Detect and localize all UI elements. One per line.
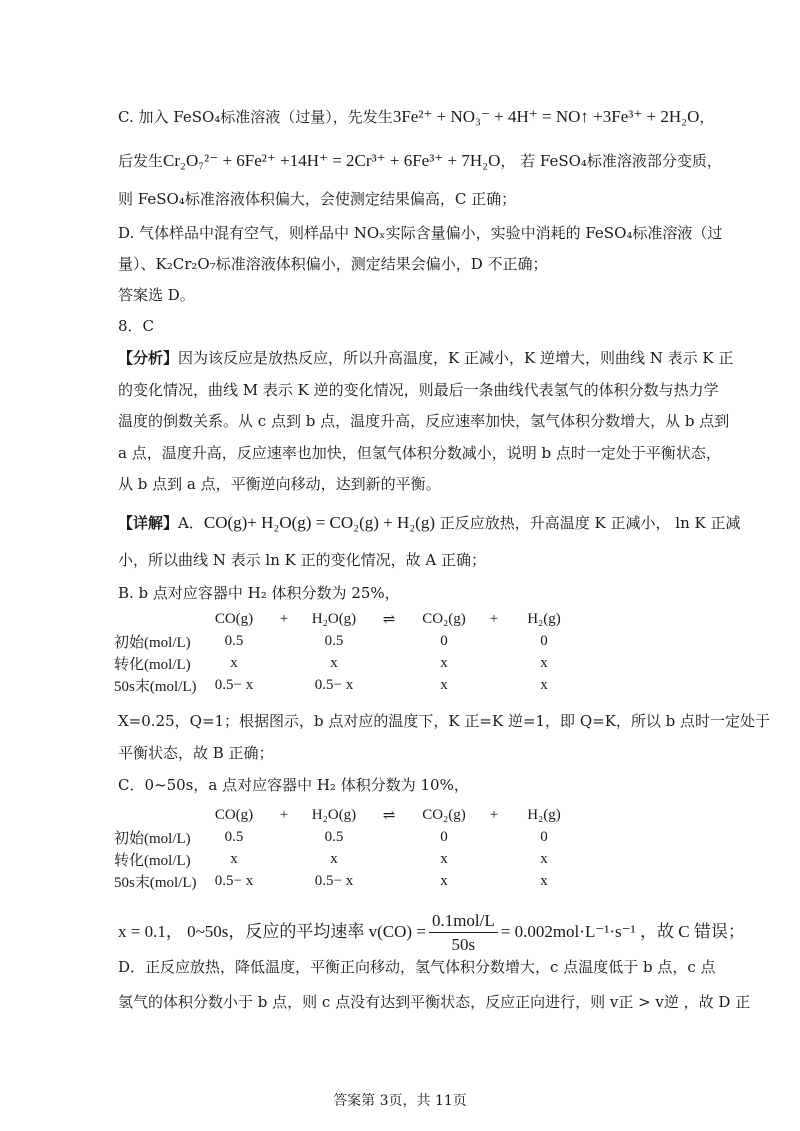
ice-row-label: 转化(mol/L) (114, 852, 191, 869)
ice-cell: x (230, 850, 238, 867)
text: A． (178, 514, 204, 532)
text: 正反应放热，升高温度 K 正减小， ln K 正减 (435, 514, 741, 532)
ice-cell: x (330, 654, 338, 671)
ice-cell: 0.5 (324, 632, 344, 649)
ice-cell: 0.5− x (314, 872, 354, 889)
q8-detail-D2: 氢气的体积分数小于 b 点，则 c 点没有达到平衡状态，反应正向进行，则 v正 > v逆 ，故 D 正 (118, 993, 751, 1011)
equation: Cr₂O₇²⁻ + 6Fe²⁺ +14H⁺ = 2Cr³⁺ + 6Fe³⁺ + 7H₂O (163, 151, 501, 170)
ice-cell: 0.5 (224, 632, 244, 649)
q8-detail-B-after2: 平衡状态，故 B 正确； (118, 744, 274, 762)
ice-row-label: 初始(mol/L) (114, 830, 191, 847)
q8-detail-A2: 小，所以曲线 N 表示 ln K 正的变化情况，故 A 正确； (118, 551, 487, 569)
ice-row-label: 50s末(mol/L) (114, 678, 197, 695)
ice-cell: 0.5 (224, 828, 244, 845)
ice-cell: 0 (540, 632, 548, 649)
ice-cell: 0.5− x (214, 676, 254, 693)
ice-row-end (114, 674, 574, 696)
ice-header-h2o: H₂O(g) (311, 610, 357, 627)
rate-fraction (429, 910, 498, 956)
equation: 3Fe²⁺ + NO₃⁻ + 4H⁺ = NO↑ +3Fe³⁺ + 2H₂O (392, 107, 700, 126)
analysis-tag: 【分析】 (118, 349, 179, 367)
ice-header-h2: H₂(g) (527, 610, 561, 627)
optionD-line2: 量）、K₂Cr₂O₇标准溶液体积偏小，测定结果会偏小，D 不正确； (118, 255, 548, 273)
ice-cell: x (440, 676, 448, 693)
ice-cell: 0.5− x (214, 872, 254, 889)
rate-prefix: x = 0.1， 0~50s，反应的平均速率 v(CO) = (118, 921, 426, 941)
q8-detail-B1: B. b 点对应容器中 H₂ 体积分数为 25%， (118, 584, 400, 602)
ice-header-co: CO(g) (214, 610, 254, 627)
ice-header-h2o: H₂O(g) (311, 806, 357, 823)
rate-suffix: = 0.002mol·L⁻¹·s⁻¹ ，故 C 错误； (500, 921, 745, 941)
q8-analysis-5: 从 b 点到 a 点，平衡逆向移动，达到新的平衡。 (118, 475, 441, 493)
ice-header-plus: + (279, 806, 289, 823)
ice-cell: x (540, 676, 548, 693)
answer-7: 答案选 D。 (118, 286, 195, 304)
q8-detail-B-after1: X=0.25，Q=1；根据图示，b 点对应的温度下，K 正=K 逆=1，即 Q=K，所以 b 点时一定处于 (118, 712, 771, 730)
ice-header-h2: H₂(g) (527, 806, 561, 823)
ice-cell: x (440, 872, 448, 889)
optionC-line3: 则 FeSO₄标准溶液体积偏大，会使测定结果偏高，C 正确； (118, 190, 517, 208)
ice-cell: x (540, 654, 548, 671)
ice-header-plus: + (489, 610, 499, 627)
q8-detail-D1: D．正反应放热，降低温度，平衡正向移动，氢气体积分数增大，c 点温度低于 b 点，c 点 (118, 958, 716, 976)
ice-header-row (114, 804, 574, 826)
ice-header-co2: CO₂(g) (422, 806, 466, 823)
ice-cell: x (330, 850, 338, 867)
ice-header-co: CO(g) (214, 806, 254, 823)
ice-cell: x (440, 850, 448, 867)
ice-row-change (114, 652, 574, 674)
fraction-numerator: 0.1mol/L (429, 910, 498, 933)
q8-analysis-4: a 点，温度升高，反应速率也加快，但氢气体积分数减小，说明 b 点时一定处于平衡状态， (118, 444, 721, 462)
text: ， 若 FeSO₄标准溶液部分变质， (500, 152, 722, 170)
fraction-denominator: 50s (451, 935, 476, 955)
ice-cell: 0 (540, 828, 548, 845)
ice-cell: 0 (440, 632, 448, 649)
ice-cell: 0.5− x (314, 676, 354, 693)
optionD-line1: D. 气体样品中混有空气，则样品中 NOₓ实际含量偏小，实验中消耗的 FeSO₄标准溶液（过 (118, 224, 723, 242)
text: 后发生 (118, 152, 164, 170)
ice-cell: 0.5 (324, 828, 344, 845)
q8-detail-C1: C．0~50s，a 点对应容器中 H₂ 体积分数为 10%， (118, 776, 469, 794)
q8-number: 8．C (118, 317, 155, 335)
ice-table-b (114, 608, 574, 696)
optionC-line2 (118, 150, 722, 171)
optionC-line1 (118, 106, 714, 127)
ice-row-label: 转化(mol/L) (114, 656, 191, 673)
ice-header-plus: + (489, 806, 499, 823)
detail-tag: 【详解】 (118, 514, 179, 532)
ice-header-plus: + (279, 610, 289, 627)
ice-row-initial (114, 630, 574, 652)
ice-row-end (114, 870, 574, 892)
q8-analysis-2: 的变化情况，曲线 M 表示 K 逆的变化情况，则最后一条曲线代表氢气的体积分数与热力学 (118, 381, 719, 399)
text: 因为该反应是放热反应，所以升高温度，K 正减小，K 逆增大，则曲线 N 表示 K 正 (178, 349, 734, 367)
ice-row-label: 50s末(mol/L) (114, 874, 197, 891)
ice-cell: x (540, 872, 548, 889)
ice-cell: x (540, 850, 548, 867)
q8-analysis-3: 温度的倒数关系。从 c 点到 b 点，温度升高，反应速率加快，氢气体积分数增大，从 b 点到 (118, 412, 730, 430)
text: ， (699, 108, 715, 126)
ice-row-label: 初始(mol/L) (114, 634, 191, 651)
ice-cell: 0 (440, 828, 448, 845)
ice-cell: x (440, 654, 448, 671)
q8-detail-A (118, 512, 741, 533)
page-footer: 答案第 3页，共 11页 (333, 1093, 467, 1109)
ice-table-a (114, 804, 574, 892)
ice-header-arrow: ⇌ (382, 807, 396, 824)
ice-header-row (114, 608, 574, 630)
ice-cell: x (230, 654, 238, 671)
q8-detail-C-rate (118, 910, 745, 956)
equation: CO(g)+ H₂O(g) = CO₂(g) + H₂(g) (203, 513, 436, 532)
ice-header-co2: CO₂(g) (422, 610, 466, 627)
ice-row-change (114, 848, 574, 870)
ice-row-initial (114, 826, 574, 848)
q8-analysis-1 (118, 349, 733, 368)
text: C. 加入 FeSO₄标准溶液（过量），先发生 (118, 108, 393, 126)
ice-header-arrow: ⇌ (382, 611, 396, 628)
